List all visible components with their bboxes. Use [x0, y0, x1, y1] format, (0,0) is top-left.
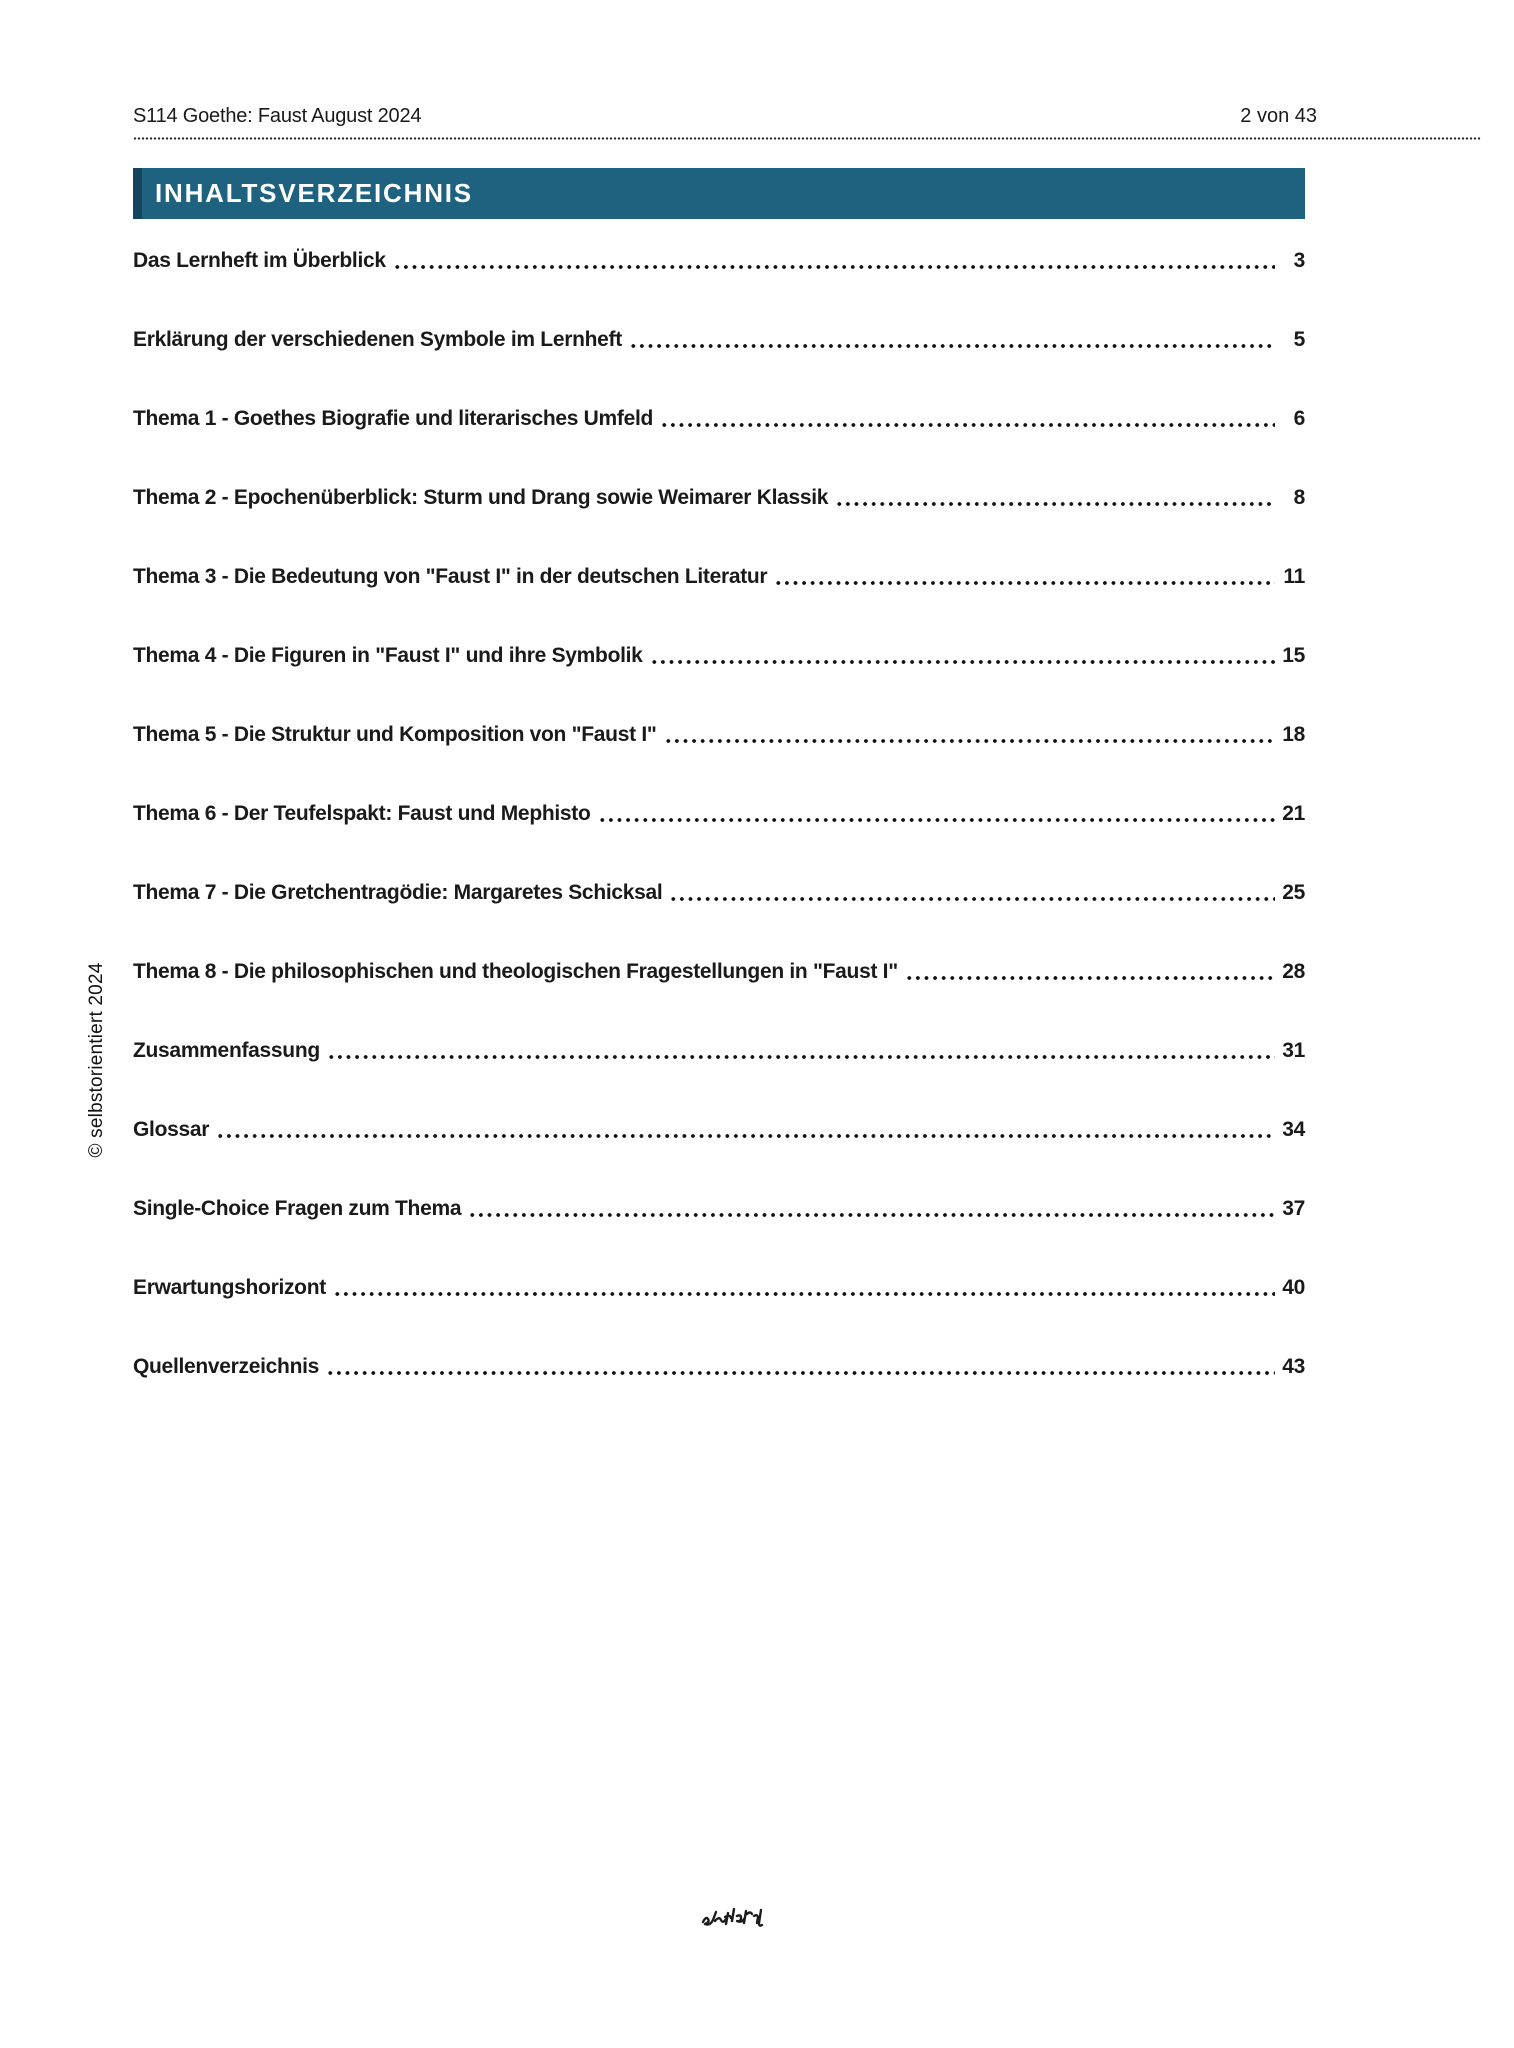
toc-dot-leader — [393, 247, 1275, 274]
toc-entry-page-number: 6 — [1293, 407, 1305, 430]
toc-entry-label: Thema 7 - Die Gretchentragödie: Margaretes Schicksal — [133, 881, 663, 904]
toc-dot-leader — [326, 1353, 1275, 1380]
toc-row — [133, 958, 1305, 985]
toc-row — [133, 484, 1305, 511]
toc-entry-page-number: 34 — [1282, 1118, 1305, 1141]
toc-entry-label: Thema 5 - Die Struktur und Komposition von "Faust I" — [133, 723, 657, 746]
toc-row — [133, 721, 1305, 748]
toc-entry-page-number: 37 — [1282, 1197, 1305, 1220]
toc-entry-label: Das Lernheft im Überblick — [133, 249, 386, 272]
toc-row — [133, 642, 1305, 669]
toc-entry-label: Thema 6 - Der Teufelspakt: Faust und Mephisto — [133, 802, 591, 825]
toc-banner-title: INHALTSVERZEICHNIS — [155, 178, 473, 208]
toc-row — [133, 405, 1305, 432]
toc-entry-page-number: 21 — [1282, 802, 1305, 825]
toc-entry-page-number: 25 — [1282, 881, 1305, 904]
toc-dot-leader — [774, 563, 1275, 590]
toc-entry-page-number: 3 — [1293, 249, 1305, 272]
signature-scribble-icon — [700, 1907, 768, 1931]
selbstorientiert-signature-logo — [700, 1907, 768, 1931]
toc-entry-label: Erklärung der verschiedenen Symbole im Lernheft — [133, 328, 622, 351]
toc-entry-label: Thema 8 - Die philosophischen und theologischen Fragestellungen in "Faust I" — [133, 960, 898, 983]
toc-entry-label: Erwartungshorizont — [133, 1276, 326, 1299]
side-copyright-credit: © selbstorientiert 2024 — [86, 962, 107, 1158]
toc-row — [133, 1274, 1305, 1301]
toc-dot-leader — [333, 1274, 1275, 1301]
toc-banner — [133, 168, 1305, 219]
toc-entry-page-number: 5 — [1293, 328, 1305, 351]
toc-entry-label: Thema 3 - Die Bedeutung von "Faust I" in der deutschen Literatur — [133, 565, 768, 588]
toc-dot-leader — [669, 879, 1275, 906]
toc-row — [133, 247, 1305, 274]
toc-dot-leader — [216, 1116, 1275, 1143]
toc-dot-leader — [664, 721, 1275, 748]
toc-dot-leader — [598, 800, 1275, 827]
toc-dot-leader — [660, 405, 1275, 432]
toc-dot-leader — [905, 958, 1275, 985]
toc-list — [133, 247, 1305, 1432]
toc-entry-page-number: 40 — [1282, 1276, 1305, 1299]
toc-entry-label: Zusammenfassung — [133, 1039, 320, 1062]
toc-row — [133, 1195, 1305, 1222]
toc-row — [133, 800, 1305, 827]
toc-dot-leader — [327, 1037, 1275, 1064]
toc-row — [133, 879, 1305, 906]
toc-entry-page-number: 28 — [1282, 960, 1305, 983]
toc-entry-label: Glossar — [133, 1118, 210, 1141]
toc-entry-label: Thema 1 - Goethes Biografie und literarisches Umfeld — [133, 407, 654, 430]
toc-entry-page-number: 15 — [1282, 644, 1305, 667]
toc-row — [133, 563, 1305, 590]
toc-entry-page-number: 43 — [1282, 1355, 1305, 1378]
toc-row — [133, 1037, 1305, 1064]
toc-entry-page-number: 8 — [1293, 486, 1305, 509]
toc-entry-label: Thema 4 - Die Figuren in "Faust I" und ihre Symbolik — [133, 644, 643, 667]
toc-row — [133, 326, 1305, 353]
toc-dot-leader — [468, 1195, 1275, 1222]
toc-entry-label: Thema 2 - Epochenüberblick: Sturm und Drang sowie Weimarer Klassik — [133, 486, 829, 509]
header-page-indicator: 2 von 43 — [1240, 105, 1317, 127]
toc-row — [133, 1353, 1305, 1380]
toc-entry-label: Single-Choice Fragen zum Thema — [133, 1197, 462, 1220]
toc-dot-leader — [629, 326, 1275, 353]
toc-entry-page-number: 31 — [1282, 1039, 1305, 1062]
header-doc-title: S114 Goethe: Faust August 2024 — [133, 105, 422, 127]
toc-entry-page-number: 18 — [1282, 723, 1305, 746]
toc-row — [133, 1116, 1305, 1143]
header-dotted-divider — [133, 137, 1481, 140]
toc-entry-page-number: 11 — [1283, 565, 1305, 588]
toc-entry-label: Quellenverzeichnis — [133, 1355, 320, 1378]
toc-dot-leader — [835, 484, 1275, 511]
toc-dot-leader — [650, 642, 1275, 669]
